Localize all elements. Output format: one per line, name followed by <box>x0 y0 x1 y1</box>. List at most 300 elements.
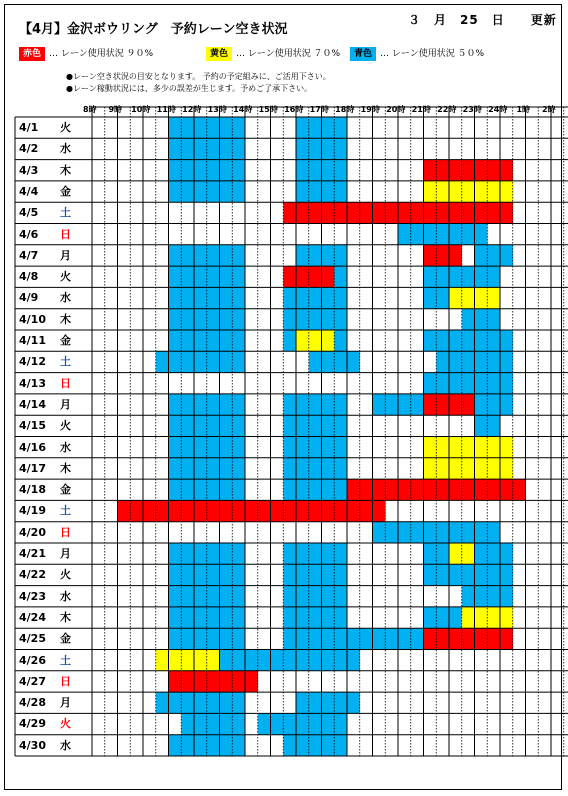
slot-cell <box>232 138 245 159</box>
slot-cell <box>334 394 347 415</box>
slot-cell <box>309 479 322 500</box>
day-date: 4/26 <box>19 653 46 667</box>
slot-cell <box>334 650 347 671</box>
slot-cell <box>258 500 271 521</box>
slot-cell <box>475 330 488 351</box>
slot-cell <box>309 181 322 202</box>
slot-cell <box>283 713 296 734</box>
slot-cell <box>220 117 233 138</box>
slot-cell <box>424 522 437 543</box>
day-weekday: 火 <box>60 568 71 582</box>
slot-cell <box>462 586 475 607</box>
slot-cell <box>309 458 322 479</box>
slot-cell <box>309 586 322 607</box>
day-weekday: 木 <box>60 312 71 326</box>
slot-cell <box>194 458 207 479</box>
slot-cell <box>245 671 258 692</box>
page-title: 【4月】金沢ボウリング 予約レーン空き状況 <box>19 22 288 37</box>
slot-cell <box>283 330 296 351</box>
slot-cell <box>411 522 424 543</box>
slot-cell <box>207 245 220 266</box>
slot-cell <box>258 650 271 671</box>
slot-cell <box>220 735 233 756</box>
day-weekday: 火 <box>60 717 71 731</box>
slot-cell <box>283 543 296 564</box>
day-weekday: 月 <box>60 248 71 262</box>
slot-cell <box>296 309 309 330</box>
day-weekday: 土 <box>60 206 71 220</box>
slot-cell <box>181 671 194 692</box>
slot-cell <box>373 500 386 521</box>
slot-cell <box>169 735 182 756</box>
slot-cell <box>334 713 347 734</box>
slot-cell <box>181 415 194 436</box>
slot-cell <box>194 479 207 500</box>
slot-cell <box>169 330 182 351</box>
slot-cell <box>169 415 182 436</box>
slot-cell <box>283 202 296 223</box>
slot-cell <box>207 160 220 181</box>
slot-cell <box>169 564 182 585</box>
slot-cell <box>220 309 233 330</box>
slot-cell <box>347 202 360 223</box>
slot-cell <box>424 266 437 287</box>
hour-label: 23時 <box>462 105 482 114</box>
slot-cell <box>334 181 347 202</box>
slot-cell <box>385 479 398 500</box>
day-weekday: 水 <box>60 142 71 156</box>
slot-cell <box>296 245 309 266</box>
slot-cell <box>296 415 309 436</box>
slot-cell <box>194 713 207 734</box>
slot-cell <box>334 245 347 266</box>
slot-cell <box>181 713 194 734</box>
slot-cell <box>309 160 322 181</box>
slot-cell <box>398 479 411 500</box>
slot-cell <box>322 266 335 287</box>
slot-cell <box>500 607 513 628</box>
slot-cell <box>475 202 488 223</box>
slot-cell <box>424 160 437 181</box>
slot-cell <box>296 692 309 713</box>
slot-cell <box>309 543 322 564</box>
slot-cell <box>194 160 207 181</box>
slot-cell <box>322 713 335 734</box>
slot-cell <box>232 394 245 415</box>
slot-cell <box>181 351 194 372</box>
slot-cell <box>436 607 449 628</box>
slot-cell <box>322 735 335 756</box>
day-weekday: 金 <box>60 632 71 646</box>
slot-cell <box>283 628 296 649</box>
slot-cell <box>462 351 475 372</box>
slot-cell <box>283 415 296 436</box>
updated-date: ３ 月 25 日 更新 <box>408 13 557 27</box>
slot-cell <box>334 628 347 649</box>
slot-cell <box>475 224 488 245</box>
day-weekday: 火 <box>60 121 71 134</box>
slot-cell <box>322 458 335 479</box>
slot-cell <box>411 394 424 415</box>
slot-cell <box>207 181 220 202</box>
slot-cell <box>322 437 335 458</box>
legend-red-swatch: 赤色 <box>19 47 45 61</box>
slot-cell <box>513 479 526 500</box>
slot-cell <box>169 607 182 628</box>
slot-cell <box>245 650 258 671</box>
day-weekday: 木 <box>60 610 71 624</box>
slot-cell <box>232 650 245 671</box>
day-weekday: 月 <box>60 397 71 411</box>
slot-cell <box>334 437 347 458</box>
slot-cell <box>271 500 284 521</box>
slot-cell <box>296 202 309 223</box>
slot-cell <box>475 415 488 436</box>
slot-cell <box>449 564 462 585</box>
slot-cell <box>283 287 296 308</box>
slot-cell <box>487 330 500 351</box>
slot-cell <box>296 330 309 351</box>
slot-cell <box>232 330 245 351</box>
slot-cell <box>475 351 488 372</box>
slot-cell <box>194 692 207 713</box>
slot-cell <box>424 607 437 628</box>
slot-cell <box>334 351 347 372</box>
slot-cell <box>169 543 182 564</box>
slot-cell <box>309 202 322 223</box>
slot-cell <box>181 735 194 756</box>
day-date: 4/24 <box>19 610 46 624</box>
slot-cell <box>462 394 475 415</box>
day-date: 4/23 <box>19 589 46 603</box>
day-date: 4/14 <box>19 397 46 411</box>
day-weekday: 日 <box>60 227 71 241</box>
slot-cell <box>181 458 194 479</box>
slot-cell <box>207 628 220 649</box>
slot-cell <box>194 266 207 287</box>
slot-cell <box>194 415 207 436</box>
slot-cell <box>373 628 386 649</box>
slot-cell <box>194 287 207 308</box>
slot-cell <box>436 245 449 266</box>
slot-cell <box>232 479 245 500</box>
slot-cell <box>322 415 335 436</box>
slot-cell <box>232 564 245 585</box>
slot-cell <box>334 309 347 330</box>
slot-cell <box>309 437 322 458</box>
hour-label: 2時 <box>541 105 556 114</box>
slot-cell <box>385 522 398 543</box>
day-date: 4/6 <box>19 227 39 241</box>
slot-cell <box>322 138 335 159</box>
hour-label: 16時 <box>284 105 304 114</box>
slot-cell <box>169 160 182 181</box>
slot-cell <box>207 607 220 628</box>
slot-cell <box>283 394 296 415</box>
hour-label: 18時 <box>335 105 355 114</box>
slot-cell <box>475 287 488 308</box>
slot-cell <box>411 202 424 223</box>
day-weekday: 水 <box>60 440 71 454</box>
slot-cell <box>487 564 500 585</box>
note-1: ●レーン空き状況の目安となります。 予約の予定組みに、ご活用下さい。 <box>66 72 331 81</box>
slot-cell <box>207 650 220 671</box>
slot-cell <box>296 160 309 181</box>
day-date: 4/8 <box>19 270 39 284</box>
slot-cell <box>181 628 194 649</box>
slot-cell <box>436 479 449 500</box>
slot-cell <box>322 692 335 713</box>
slot-cell <box>169 266 182 287</box>
slot-cell <box>194 671 207 692</box>
slot-cell <box>322 628 335 649</box>
slot-cell <box>169 309 182 330</box>
slot-cell <box>232 287 245 308</box>
slot-cell <box>334 607 347 628</box>
slot-cell <box>322 650 335 671</box>
slot-cell <box>398 202 411 223</box>
day-weekday: 火 <box>60 419 71 433</box>
slot-cell <box>220 351 233 372</box>
day-date: 4/21 <box>19 547 46 560</box>
slot-cell <box>487 522 500 543</box>
slot-cell <box>207 287 220 308</box>
slot-cell <box>207 713 220 734</box>
slot-cell <box>207 330 220 351</box>
day-weekday: 金 <box>60 184 71 198</box>
slot-cell <box>309 415 322 436</box>
slot-cell <box>194 245 207 266</box>
slot-cell <box>169 181 182 202</box>
day-date: 4/5 <box>19 206 39 220</box>
slot-cell <box>156 500 169 521</box>
slot-cell <box>232 628 245 649</box>
hour-label: 8時 <box>82 105 97 114</box>
slot-cell <box>309 117 322 138</box>
slot-cell <box>424 181 437 202</box>
slot-cell <box>296 458 309 479</box>
slot-cell <box>487 543 500 564</box>
slot-cell <box>169 437 182 458</box>
slot-cell <box>322 543 335 564</box>
slot-cell <box>207 543 220 564</box>
slot-cell <box>296 479 309 500</box>
slot-cell <box>232 735 245 756</box>
slot-cell <box>334 202 347 223</box>
slot-cell <box>322 330 335 351</box>
slot-cell <box>194 586 207 607</box>
slot-cell <box>322 117 335 138</box>
slot-cell <box>462 437 475 458</box>
slot-cell <box>220 671 233 692</box>
slot-cell <box>487 373 500 394</box>
slot-cell <box>462 309 475 330</box>
day-weekday: 月 <box>60 696 71 710</box>
day-date: 4/7 <box>19 248 39 262</box>
slot-cell <box>296 564 309 585</box>
slot-cell <box>232 437 245 458</box>
slot-cell <box>309 564 322 585</box>
slot-cell <box>207 479 220 500</box>
hour-label: 10時 <box>131 105 151 114</box>
slot-cell <box>220 437 233 458</box>
slot-cell <box>424 564 437 585</box>
slot-cell <box>424 479 437 500</box>
slot-cell <box>475 160 488 181</box>
slot-cell <box>309 500 322 521</box>
slot-cell <box>169 692 182 713</box>
day-date: 4/1 <box>19 121 39 134</box>
slot-cell <box>169 458 182 479</box>
legend-blue-text: … レーン使用状況 ５０% <box>380 49 485 59</box>
slot-cell <box>462 202 475 223</box>
slot-cell <box>220 138 233 159</box>
slot-cell <box>322 351 335 372</box>
slot-cell <box>296 117 309 138</box>
slot-cell <box>449 160 462 181</box>
slot-cell <box>462 564 475 585</box>
day-date: 4/22 <box>19 568 46 582</box>
slot-cell <box>449 479 462 500</box>
slot-cell <box>309 394 322 415</box>
slot-cell <box>181 266 194 287</box>
slot-cell <box>181 394 194 415</box>
slot-cell <box>194 607 207 628</box>
slot-cell <box>449 202 462 223</box>
slot-cell <box>334 138 347 159</box>
slot-cell <box>232 543 245 564</box>
slot-cell <box>118 500 131 521</box>
day-weekday: 水 <box>60 291 71 305</box>
slot-cell <box>194 650 207 671</box>
slot-cell <box>309 735 322 756</box>
slot-cell <box>424 224 437 245</box>
slot-cell <box>207 309 220 330</box>
slot-cell <box>220 564 233 585</box>
slot-cell <box>220 160 233 181</box>
slot-cell <box>296 138 309 159</box>
slot-cell <box>169 500 182 521</box>
slot-cell <box>462 373 475 394</box>
slot-cell <box>487 607 500 628</box>
slot-cell <box>424 458 437 479</box>
slot-cell <box>322 586 335 607</box>
slot-cell <box>373 394 386 415</box>
slot-cell <box>475 266 488 287</box>
slot-cell <box>322 181 335 202</box>
slot-cell <box>487 628 500 649</box>
hour-label: 21時 <box>411 105 431 114</box>
slot-cell <box>436 628 449 649</box>
slot-cell <box>360 628 373 649</box>
slot-cell <box>334 543 347 564</box>
slot-cell <box>181 287 194 308</box>
slot-cell <box>462 330 475 351</box>
slot-cell <box>220 543 233 564</box>
slot-cell <box>220 394 233 415</box>
slot-cell <box>309 330 322 351</box>
hour-label: 15時 <box>258 105 278 114</box>
slot-cell <box>296 628 309 649</box>
slot-cell <box>436 437 449 458</box>
slot-cell <box>475 437 488 458</box>
slot-cell <box>194 117 207 138</box>
slot-cell <box>156 692 169 713</box>
slot-cell <box>449 373 462 394</box>
day-weekday: 金 <box>60 334 71 347</box>
slot-cell <box>296 735 309 756</box>
slot-cell <box>462 479 475 500</box>
slot-cell <box>283 479 296 500</box>
day-weekday: 水 <box>60 589 71 603</box>
slot-cell <box>207 117 220 138</box>
slot-cell <box>296 287 309 308</box>
slot-cell <box>232 713 245 734</box>
slot-cell <box>283 500 296 521</box>
slot-cell <box>398 224 411 245</box>
day-date: 4/9 <box>19 291 39 305</box>
slot-cell <box>220 415 233 436</box>
slot-cell <box>449 224 462 245</box>
slot-cell <box>449 522 462 543</box>
slot-cell <box>449 628 462 649</box>
slot-cell <box>194 628 207 649</box>
slot-cell <box>424 394 437 415</box>
slot-cell <box>411 224 424 245</box>
slot-cell <box>232 671 245 692</box>
slot-cell <box>194 394 207 415</box>
slot-cell <box>220 245 233 266</box>
slot-cell <box>181 309 194 330</box>
slot-cell <box>424 245 437 266</box>
day-date: 4/2 <box>19 142 39 156</box>
slot-cell <box>436 564 449 585</box>
slot-cell <box>500 586 513 607</box>
hour-label: 9時 <box>108 105 123 114</box>
note-2: ●レーン稼動状況には、多少の誤差が生じます。予めご了承下さい。 <box>66 84 313 93</box>
slot-cell <box>424 287 437 308</box>
slot-cell <box>258 713 271 734</box>
slot-cell <box>334 117 347 138</box>
slot-cell <box>500 373 513 394</box>
slot-cell <box>296 713 309 734</box>
slot-cell <box>207 394 220 415</box>
slot-cell <box>360 479 373 500</box>
slot-cell <box>194 437 207 458</box>
slot-cell <box>411 628 424 649</box>
slot-cell <box>487 458 500 479</box>
slot-cell <box>181 564 194 585</box>
slot-cell <box>347 650 360 671</box>
slot-cell <box>373 522 386 543</box>
slot-cell <box>475 394 488 415</box>
slot-cell <box>411 479 424 500</box>
slot-cell <box>232 586 245 607</box>
day-date: 4/25 <box>19 632 46 646</box>
legend-blue-swatch: 青色 <box>350 47 376 61</box>
slot-cell <box>322 500 335 521</box>
slot-cell <box>462 628 475 649</box>
slot-cell <box>449 437 462 458</box>
legend-yellow-swatch: 黄色 <box>206 47 232 61</box>
slot-cell <box>475 245 488 266</box>
slot-cell <box>309 692 322 713</box>
slot-cell <box>487 479 500 500</box>
slot-cell <box>347 479 360 500</box>
slot-cell <box>194 138 207 159</box>
slot-cell <box>194 735 207 756</box>
slot-cell <box>143 500 156 521</box>
